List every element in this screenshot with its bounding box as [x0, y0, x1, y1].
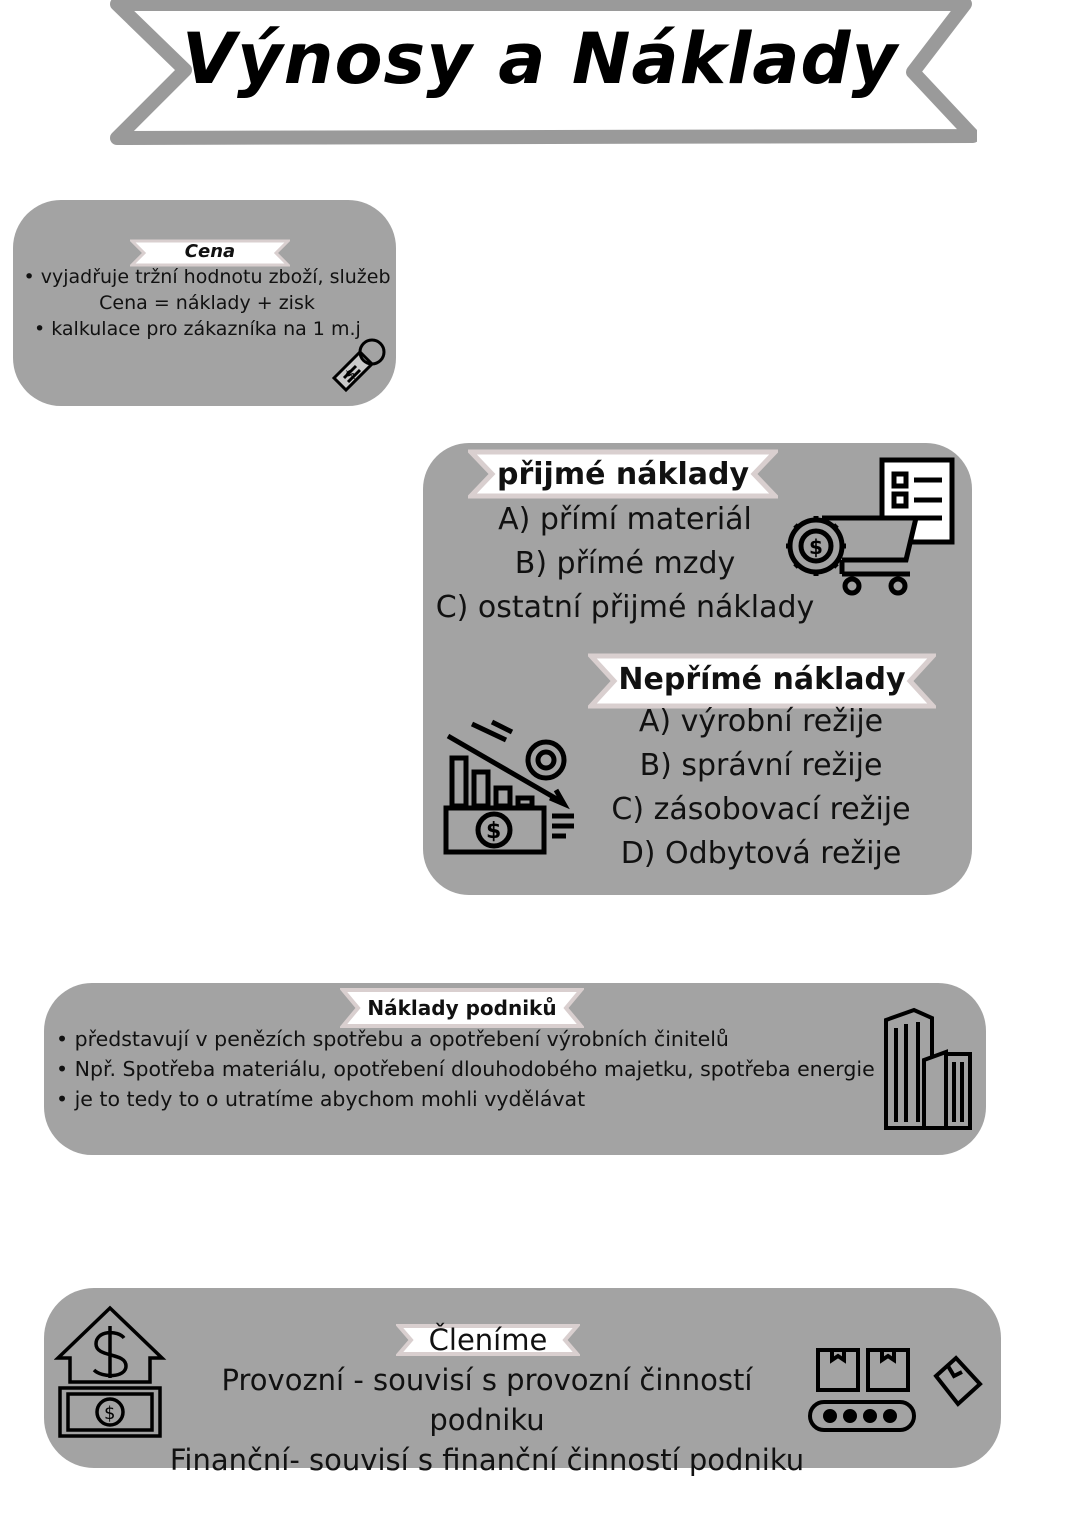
- svg-text:$: $: [809, 535, 823, 559]
- money-house-icon: [54, 1304, 168, 1440]
- price-tag-icon: [326, 334, 390, 396]
- svg-text:$: $: [486, 819, 502, 844]
- svg-text:$: $: [104, 1403, 116, 1424]
- podniku-line-1: • představují v penězích spotřebu a opotřebení výrobních činitelů: [56, 1027, 729, 1051]
- podniku-line-3: • je to tedy to o utratíme abychom mohli vydělávat: [56, 1087, 586, 1111]
- clenime-line-2: Finanční- souvisí s finanční činností podniku: [169, 1443, 805, 1477]
- cena-heading: Cena: [184, 241, 236, 262]
- neprime-item-c: C) zásobovací režije: [611, 792, 911, 827]
- neprime-item-b: B) správní režije: [639, 748, 883, 783]
- cena-line-2: Cena = náklady + zisk: [99, 292, 315, 314]
- svg-text:$: $: [342, 366, 360, 384]
- buildings-icon: [880, 1006, 976, 1130]
- prime-item-b: B) přímé mzdy: [514, 546, 736, 581]
- prime-heading: přijmé náklady: [497, 457, 749, 492]
- conveyor-boxes-icon: [808, 1346, 984, 1434]
- podniku-heading: Náklady podniků: [367, 996, 557, 1020]
- prime-ribbon: [468, 448, 778, 500]
- cart-gear-list-icon: [782, 456, 958, 598]
- prime-item-c: C) ostatní přijmé náklady: [435, 590, 815, 625]
- neprime-item-a: A) výrobní režije: [638, 704, 884, 739]
- cena-line-1: • vyjadřuje tržní hodnotu zboží, služeb: [23, 266, 391, 288]
- prime-item-a: A) přímí materiál: [498, 502, 752, 537]
- neprime-item-d: D) Odbytová režije: [620, 836, 902, 871]
- cena-line-3: • kalkulace pro zákazníka na 1 m.j: [34, 318, 361, 340]
- clenime-line-1: Provozní - souvisí s provozní činností podniku: [221, 1363, 753, 1437]
- neprime-heading: Nepřímé náklady: [618, 662, 906, 697]
- podniku-line-2: • Npř. Spotřeba materiálu, opotřebení dlouhodobého majetku, spotřeba energie: [56, 1057, 875, 1081]
- clenime-ribbon: [396, 1322, 580, 1358]
- declining-chart-money-icon: [442, 716, 582, 858]
- page-title: Výnosy a Náklady: [181, 18, 899, 100]
- clenime-heading: Členíme: [428, 1323, 548, 1357]
